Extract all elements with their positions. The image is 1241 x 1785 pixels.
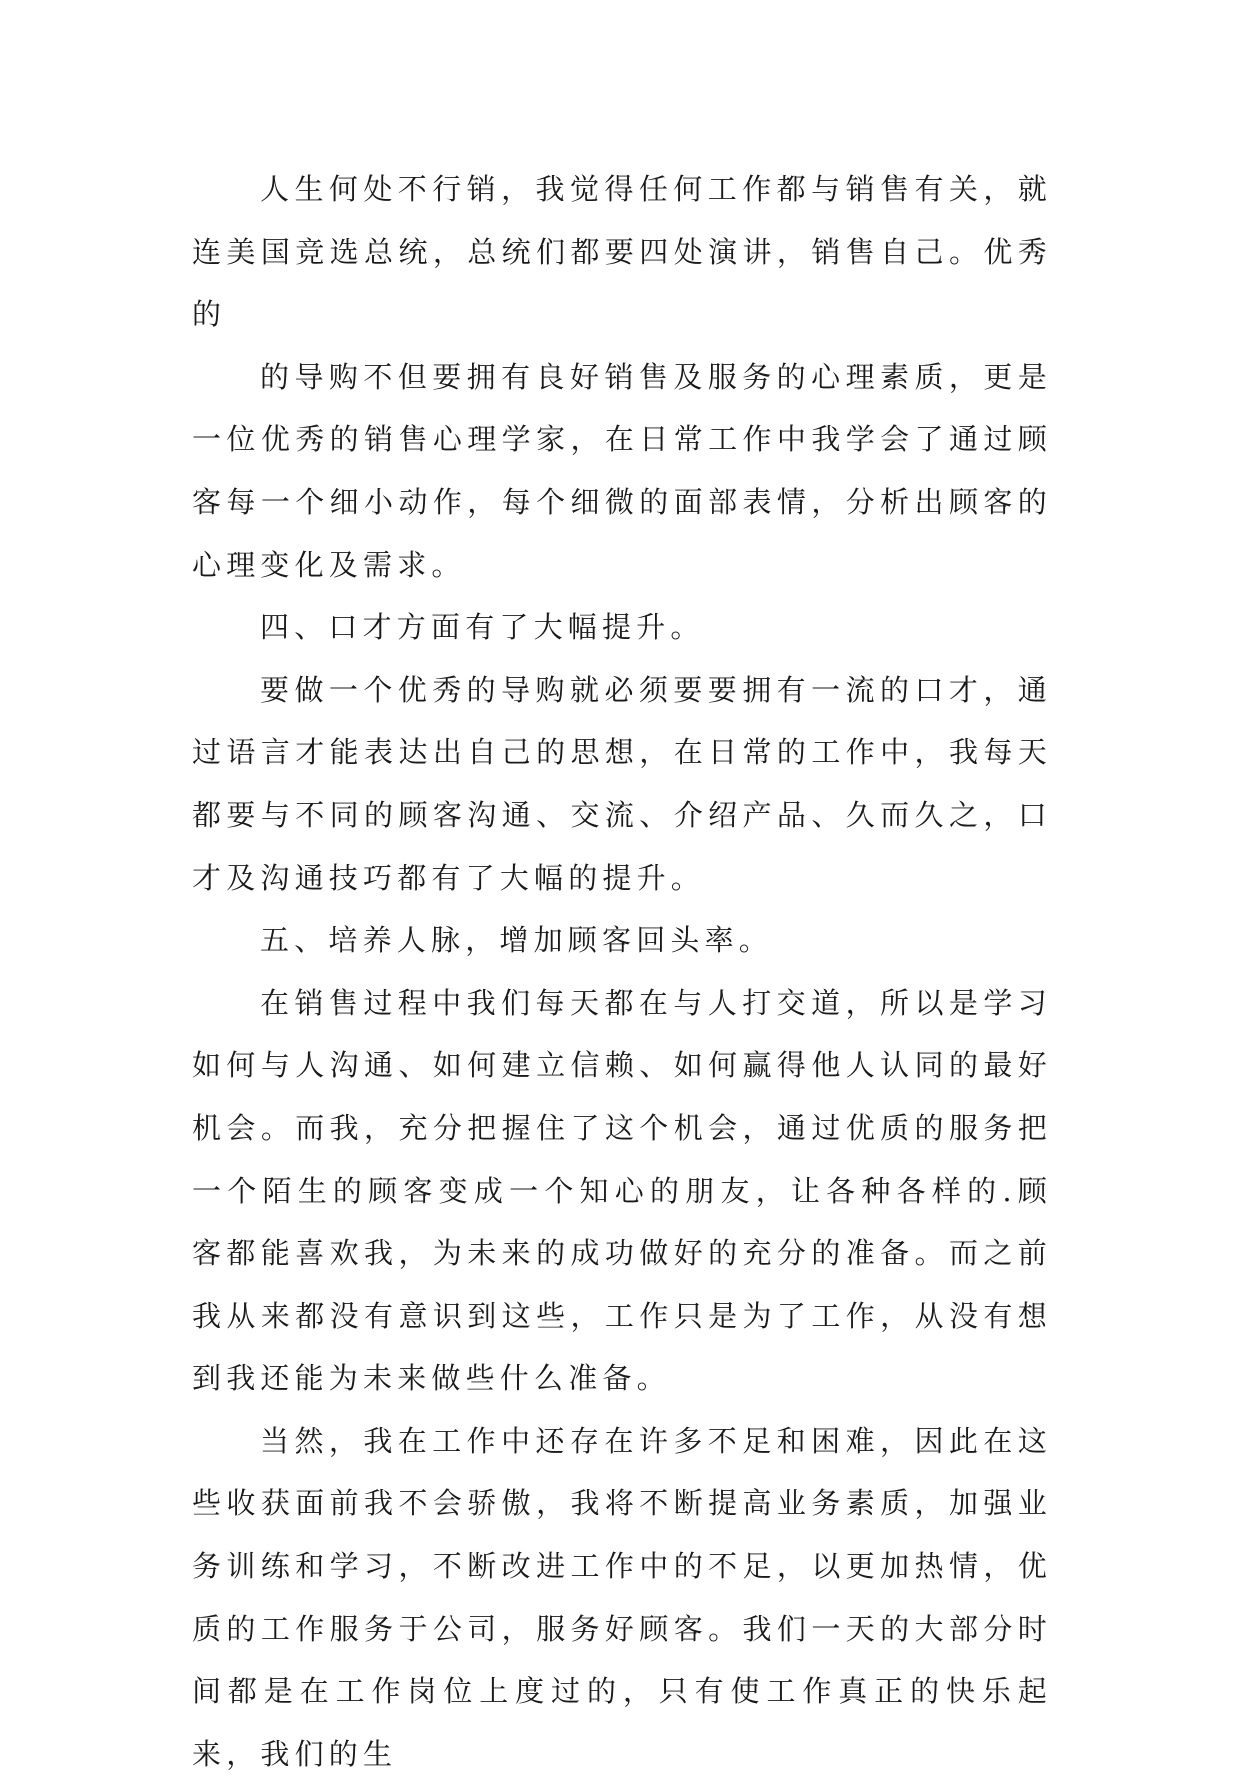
paragraph-3: 要做一个优秀的导购就必须要要拥有一流的口才，通过语言才能表达出自己的思想，在日常的工作中，我每天都要与不同的顾客沟通、交流、介绍产品、久而久之，口才及沟通技巧都有了大幅的提升。 [192,672,1052,895]
paragraph-1: 人生何处不行销，我觉得任何工作都与销售有关，就连美国竞选总统，总统们都要四处演讲，销售自己。优秀的 [192,172,1052,332]
paragraph-4: 在销售过程中我们每天都在与人打交道，所以是学习如何与人沟通、如何建立信赖、如何赢得他人认同的最好机会。而我，充分把握住了这个机会，通过优质的服务把一个陌生的顾客变成一个知心的朋友，让各种各样的.顾客都能喜欢我，为未来的成功做好的充分的准备。而之前我从来都没有意识到这些，工作只是为了工作，从没有想到我还能为未来做些什么准备。 [192,985,1052,1396]
document-body [192,158,1052,1785]
section-heading-5: 五、培养人脉，增加顾客回头率。 [260,923,774,958]
paragraph-2: 的导购不但要拥有良好销售及服务的心理素质，更是一位优秀的销售心理学家，在日常工作中我学会了通过顾客每一个细小动作，每个细微的面部表情，分析出顾客的心理变化及需求。 [192,359,1052,582]
section-heading-4: 四、口才方面有了大幅提升。 [260,610,705,645]
paragraph-5: 当然，我在工作中还存在许多不足和困难，因此在这些收获面前我不会骄傲，我将不断提高业务素质，加强业务训练和学习，不断改进工作中的不足，以更加热情，优质的工作服务于公司，服务好顾客。我们一天的大部分时间都是在工作岗位上度过的，只有使工作真正的快乐起来，我们的生 [192,1423,1052,1771]
